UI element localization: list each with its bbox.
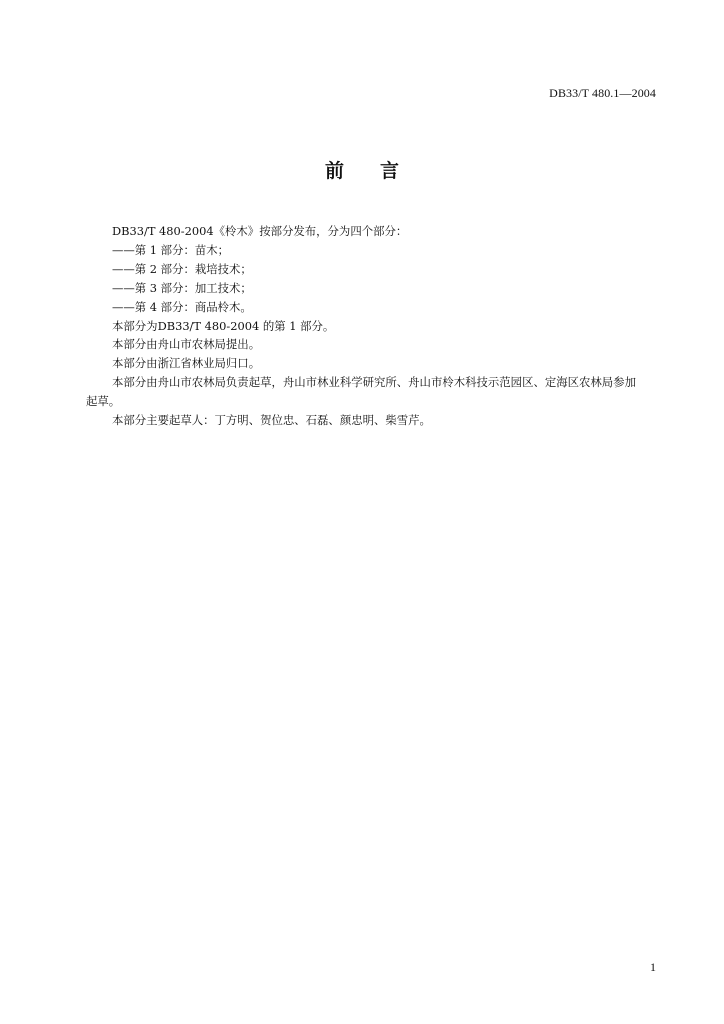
paragraph-centralized: 本部分由浙江省林业局归口。 (112, 356, 261, 371)
paragraph-part-1: ——第 1 部分：苗木； (112, 242, 230, 257)
paragraph-part-2: ——第 2 部分：栽培技术； (112, 261, 252, 276)
section-title: 前言 (324, 160, 435, 182)
paragraph-drafters-org: 本部分由舟山市农林局负责起草，舟山市林业科学研究所、舟山市柃木科技示范园区、定海区农林局参加起草。 (86, 375, 636, 409)
document-code: DB33/T 480.1—2004 (549, 86, 656, 100)
paragraph-scope: 本部分为DB33/T 480-2004 的第 1 部分。 (112, 318, 335, 333)
paragraph-proposer: 本部分由舟山市农林局提出。 (112, 337, 261, 352)
paragraph-drafters: 本部分主要起草人：丁方明、贺位忠、石磊、颜忠明、柴雪芹。 (112, 413, 431, 428)
paragraph-publication: DB33/T 480-2004《柃木》按部分发布，分为四个部分： (112, 224, 408, 238)
page-number: 1 (650, 960, 656, 974)
foreword-body (86, 222, 642, 430)
paragraph-part-4: ——第 4 部分：商品柃木。 (112, 299, 252, 314)
paragraph-part-3: ——第 3 部分：加工技术； (112, 280, 252, 295)
